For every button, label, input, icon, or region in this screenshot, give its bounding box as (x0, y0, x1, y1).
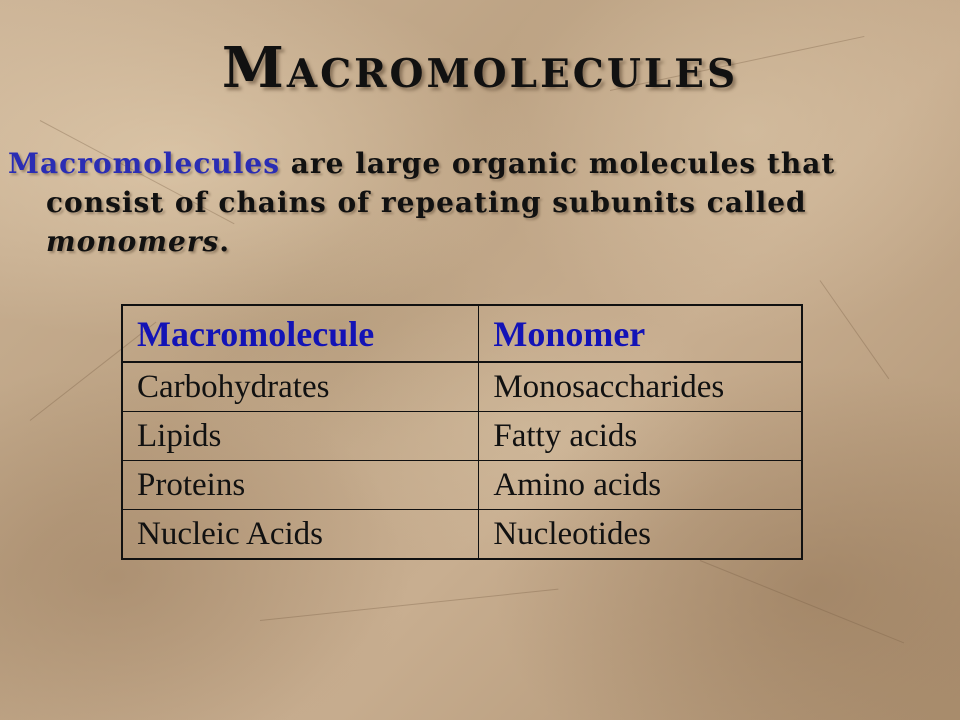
monomer-cell: Nucleotides (479, 510, 802, 560)
definition-emphasis: monomers (46, 225, 220, 258)
macromolecule-monomer-table (121, 304, 803, 560)
macromolecule-cell: Carbohydrates (122, 362, 479, 412)
definition-end: . (219, 225, 231, 258)
marble-vein (700, 560, 904, 643)
definition-body: are large organic molecules that consist of chains of repeating subunits called (46, 147, 836, 219)
slide-title: Macromolecules (221, 35, 739, 101)
column-header-macromolecule: Macromolecule (122, 305, 479, 362)
marble-vein (820, 280, 890, 379)
macromolecule-cell: Proteins (122, 461, 479, 510)
monomer-cell: Amino acids (479, 461, 802, 510)
table-row (122, 412, 802, 461)
definition-term: Macromolecules (8, 147, 280, 180)
table-row (122, 461, 802, 510)
macromolecule-cell: Nucleic Acids (122, 510, 479, 560)
table-header-row (122, 305, 802, 362)
table-row (122, 362, 802, 412)
marble-vein (260, 589, 558, 621)
macromolecule-cell: Lipids (122, 412, 479, 461)
definition-text (8, 144, 946, 261)
monomer-cell: Fatty acids (479, 412, 802, 461)
monomer-cell: Monosaccharides (479, 362, 802, 412)
column-header-monomer: Monomer (479, 305, 802, 362)
table-row (122, 510, 802, 560)
